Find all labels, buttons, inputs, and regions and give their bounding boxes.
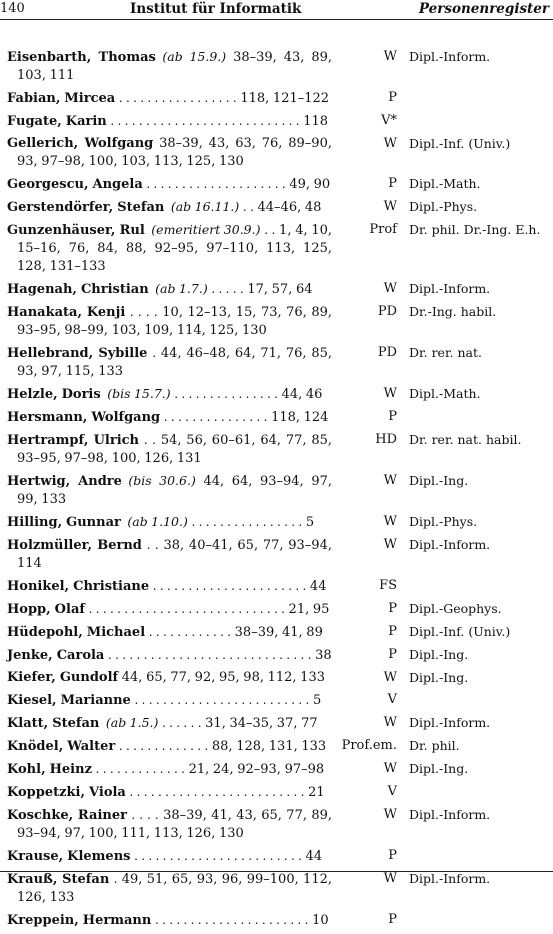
person-name: Eisenbarth, Thomas <box>7 50 156 65</box>
person-name: Gellerich, Wolfgang <box>7 136 154 151</box>
register-entry <box>7 577 553 596</box>
entry-text <box>7 175 332 194</box>
leader-dots: . . . . <box>131 808 159 822</box>
register-entry <box>7 847 553 866</box>
page-references: 1, 4, 10, 15–16, 76, 84, 88, 92–95, 97–110, 113, 125, 128, 131–133 <box>17 223 333 274</box>
leader-dots: . . . . . . . . . . . . . . . . . <box>118 91 237 105</box>
register-entry <box>7 89 553 108</box>
page-references: 21 <box>308 785 325 800</box>
leader-dots: . . . . . . . . . . . . . . . . . . . . . . . . <box>134 849 302 863</box>
register-entry <box>7 303 553 340</box>
academic-degree: Dipl.-Math. <box>409 386 481 401</box>
staff-category: W <box>383 871 397 886</box>
person-name: Koschke, Rainer <box>7 808 127 823</box>
register-entry <box>7 431 553 468</box>
person-name: Hellebrand, Sybille <box>7 346 148 361</box>
academic-degree: Dipl.-Inf. (Univ.) <box>409 136 511 151</box>
entry-text <box>7 135 332 171</box>
page-references: 44–46, 48 <box>257 200 322 215</box>
entry-text <box>7 112 332 131</box>
person-name: Fabian, Mircea <box>7 91 116 106</box>
entry-text <box>7 280 332 299</box>
person-name: Kohl, Heinz <box>7 762 92 777</box>
register-entry <box>7 472 553 509</box>
entry-note: (bis 30.6.) <box>128 473 196 488</box>
staff-category: V* <box>381 113 397 128</box>
academic-degree: Dipl.-Inform. <box>409 537 491 552</box>
staff-category: W <box>383 49 397 64</box>
leader-dots: . . . . . . . . . . . . . . . <box>163 410 268 424</box>
academic-degree: Dipl.-Inform. <box>409 807 491 822</box>
leader-dots: . . . . . . . . . . . . . . . . . . . . . . . . . <box>134 693 310 707</box>
academic-degree: Dr. rer. nat. <box>409 345 482 360</box>
person-name: Hanakata, Kenji <box>7 305 126 320</box>
person-name: Gunzenhäuser, Rul <box>7 223 145 238</box>
entry-text <box>7 303 332 340</box>
person-name: Kiefer, Gundolf <box>7 670 119 685</box>
page-references: 54, 56, 60–61, 64, 77, 85, 93–95, 97–98, 100, 126, 131 <box>17 433 332 466</box>
academic-degree: Dr. phil. Dr.-Ing. E.h. <box>409 222 541 237</box>
staff-category: W <box>383 199 397 214</box>
person-name: Krause, Klemens <box>7 849 131 864</box>
page-number: 140 <box>0 1 25 16</box>
academic-degree: Dipl.-Inform. <box>409 715 491 730</box>
page-references: 118, 124 <box>271 410 329 425</box>
academic-degree: Dipl.-Ing. <box>409 761 469 776</box>
staff-category: P <box>388 176 397 191</box>
register-entry <box>7 48 553 85</box>
entry-note: (bis 15.7.) <box>107 386 171 401</box>
register-entry <box>7 600 553 619</box>
entry-text <box>7 408 332 427</box>
page-references: 44, 46 <box>281 387 323 402</box>
staff-category: W <box>383 514 397 529</box>
entry-text <box>7 646 332 665</box>
entry-text <box>7 847 332 866</box>
staff-category: W <box>383 473 397 488</box>
staff-category: P <box>388 601 397 616</box>
academic-degree: Dipl.-Phys. <box>409 514 478 529</box>
page-references: 31, 34–35, 37, 77 <box>205 716 318 731</box>
staff-category: P <box>388 912 397 927</box>
page-references: 88, 128, 131, 133 <box>211 739 327 754</box>
page-references: 44, 64, 93–94, 97, 99, 133 <box>17 474 332 507</box>
entry-note: (ab 1.7.) <box>155 281 208 296</box>
leader-dots: . . . . . . . . . . . . . . . . . . . . . . <box>152 579 307 593</box>
leader-dots: . . . . . . . . . . . . . . . . . . . . . . . . . <box>129 785 305 799</box>
page-references: 44 <box>305 849 323 864</box>
academic-degree: Dipl.-Phys. <box>409 199 478 214</box>
register-entry <box>7 175 553 194</box>
page-references: 5 <box>313 693 322 708</box>
staff-category: PD <box>377 345 397 360</box>
register-entry <box>7 513 553 532</box>
register-entry <box>7 623 553 642</box>
leader-dots: . <box>113 872 118 886</box>
leader-dots: . . . . . . . . . . . . . . . . . . . . . . . . . . . . . <box>108 648 312 662</box>
register-entry <box>7 221 553 276</box>
entry-text <box>7 385 332 404</box>
register-entry <box>7 536 553 573</box>
leader-dots: . . . . . . . . . . . . . <box>118 739 209 753</box>
entry-text <box>7 89 332 108</box>
register-entry <box>7 198 553 217</box>
leader-dots: . . . . . . . . . . . . <box>148 625 232 639</box>
staff-category: PD <box>377 304 397 319</box>
leader-dots: . . <box>242 200 254 214</box>
entry-note: (ab 15.9.) <box>162 49 227 64</box>
leader-dots: . . . . . . . . . . . . . . . . . . . . . . . . . . . <box>110 114 300 128</box>
page-references: 49, 51, 65, 93, 96, 99–100, 112, 126, 133 <box>17 872 332 905</box>
person-name: Hersmann, Wolfgang <box>7 410 161 425</box>
page-references: 38–39, 43, 63, 76, 89–90, 93, 97–98, 100, 103, 113, 125, 130 <box>17 136 332 169</box>
staff-category: W <box>383 136 397 151</box>
entry-text <box>7 577 332 596</box>
person-name: Kreppein, Hermann <box>7 913 152 928</box>
entry-text <box>7 714 332 733</box>
staff-category: Prof <box>369 222 397 237</box>
page-references: 118 <box>303 114 329 129</box>
page-references: 5 <box>305 515 315 530</box>
register-entry <box>7 691 553 710</box>
staff-category: W <box>383 386 397 401</box>
staff-category: P <box>388 90 397 105</box>
academic-degree: Dipl.-Geophys. <box>409 601 502 616</box>
register-entry <box>7 646 553 665</box>
register-entry <box>7 280 553 299</box>
entry-text <box>7 344 332 381</box>
page-references: 44, 65, 77, 92, 95, 98, 112, 133 <box>121 670 325 685</box>
entry-text <box>7 48 332 85</box>
academic-degree: Dipl.-Inform. <box>409 281 491 296</box>
register-entry <box>7 408 553 427</box>
footer-rule <box>0 871 553 872</box>
staff-category: W <box>383 715 397 730</box>
person-register <box>7 48 553 934</box>
person-name: Koppetzki, Viola <box>7 785 126 800</box>
register-entry <box>7 344 553 381</box>
staff-category: W <box>383 807 397 822</box>
register-entry <box>7 806 553 843</box>
page-references: 17, 57, 64 <box>247 282 313 297</box>
entry-text <box>7 783 332 802</box>
leader-dots: . . . . <box>129 305 158 319</box>
academic-degree: Dr. rer. nat. habil. <box>409 432 522 447</box>
page-references: 38, 40–41, 65, 77, 93–94, 114 <box>17 538 332 571</box>
entry-note: (emeritiert 30.9.) <box>151 222 261 237</box>
person-name: Helzle, Doris <box>7 387 101 402</box>
leader-dots: . . <box>143 433 156 447</box>
leader-dots: . . . . . <box>211 282 244 296</box>
register-entry <box>7 760 553 779</box>
entry-text <box>7 623 332 642</box>
academic-degree: Dipl.-Inf. (Univ.) <box>409 624 511 639</box>
academic-degree: Dipl.-Inform. <box>409 49 491 64</box>
page-references: 21, 24, 92–93, 97–98 <box>188 762 325 777</box>
person-name: Jenke, Carola <box>7 648 105 663</box>
staff-category: W <box>383 537 397 552</box>
page-references: 44 <box>309 579 327 594</box>
running-title: Institut für Informatik <box>130 1 302 17</box>
academic-degree: Dipl.-Ing. <box>409 670 469 685</box>
person-name: Klatt, Stefan <box>7 716 100 731</box>
leader-dots: . . . . . . . . . . . . . . . . . . . . <box>146 177 286 191</box>
person-name: Honikel, Christiane <box>7 579 150 594</box>
page-references: 38–39, 41, 89 <box>234 625 323 640</box>
entry-text <box>7 431 332 468</box>
person-name: Krauß, Stefan <box>7 872 110 887</box>
entry-text <box>7 691 332 710</box>
person-name: Hagenah, Christian <box>7 282 149 297</box>
entry-text <box>7 536 332 573</box>
page-references: 44, 46–48, 64, 71, 76, 85, 93, 97, 115, 133 <box>17 346 333 379</box>
staff-category: FS <box>379 578 397 593</box>
staff-category: P <box>388 624 397 639</box>
person-name: Hilling, Gunnar <box>7 515 121 530</box>
entry-text <box>7 760 332 779</box>
staff-category: Prof.em. <box>341 738 397 753</box>
leader-dots: . . . . . . . . . . . . . . . . . . . . . . . . . . . . <box>88 602 285 616</box>
register-entry <box>7 783 553 802</box>
staff-category: P <box>388 848 397 863</box>
register-entry <box>7 385 553 404</box>
person-name: Holzmüller, Bernd <box>7 538 142 553</box>
staff-category: W <box>383 761 397 776</box>
staff-category: W <box>383 281 397 296</box>
academic-degree: Dipl.-Math. <box>409 176 481 191</box>
entry-note: (ab 1.5.) <box>105 715 159 730</box>
staff-category: P <box>388 409 397 424</box>
register-entry <box>7 135 553 171</box>
header-rule <box>0 19 553 20</box>
page-references: 49, 90 <box>289 177 331 192</box>
leader-dots: . . . . . . <box>162 716 202 730</box>
entry-note: (ab 1.10.) <box>127 514 188 529</box>
leader-dots: . . . . . . . . . . . . . . . . <box>191 515 303 529</box>
page-references: 10 <box>312 913 329 928</box>
register-entry <box>7 737 553 756</box>
person-name: Hüdepohl, Michael <box>7 625 146 640</box>
page-references: 38–39, 43, 89, 103, 111 <box>17 50 332 83</box>
entry-text <box>7 911 332 930</box>
entry-note: (ab 16.11.) <box>170 199 240 214</box>
academic-degree: Dipl.-Inform. <box>409 871 491 886</box>
person-name: Fugate, Karin <box>7 114 107 129</box>
entry-text <box>7 806 332 843</box>
person-name: Knödel, Walter <box>7 739 116 754</box>
person-name: Hertwig, Andre <box>7 474 122 489</box>
staff-category: W <box>383 670 397 685</box>
academic-degree: Dipl.-Ing. <box>409 473 469 488</box>
academic-degree: Dr. phil. <box>409 738 460 753</box>
entry-text <box>7 669 332 687</box>
leader-dots: . . <box>146 538 159 552</box>
person-name: Kiesel, Marianne <box>7 693 131 708</box>
staff-category: V <box>387 692 397 707</box>
entry-text <box>7 600 332 619</box>
leader-dots: . . . . . . . . . . . . . <box>95 762 185 776</box>
page-references: 21, 95 <box>288 602 330 617</box>
register-entry <box>7 714 553 733</box>
person-name: Gerstendörfer, Stefan <box>7 200 165 215</box>
leader-dots: . . <box>264 223 276 237</box>
register-entry <box>7 911 553 930</box>
entry-text <box>7 513 332 532</box>
page-references: 10, 12–13, 15, 73, 76, 89, 93–95, 98–99, 103, 109, 114, 125, 130 <box>17 305 333 338</box>
leader-dots: . <box>152 346 157 360</box>
academic-degree: Dipl.-Ing. <box>409 647 469 662</box>
person-name: Hertrampf, Ulrich <box>7 433 140 448</box>
page-references: 118, 121–122 <box>240 91 330 106</box>
page-references: 38–39, 41, 43, 65, 77, 89, 93–94, 97, 100, 111, 113, 126, 130 <box>17 808 333 841</box>
page-header <box>0 0 553 18</box>
staff-category: P <box>388 647 397 662</box>
entry-text <box>7 198 332 217</box>
section-title: Personenregister <box>418 1 549 17</box>
person-name: Georgescu, Angela <box>7 177 143 192</box>
person-name: Hopp, Olaf <box>7 602 85 617</box>
page-references: 38 <box>315 648 332 663</box>
staff-category: V <box>387 784 397 799</box>
entry-text <box>7 472 332 509</box>
leader-dots: . . . . . . . . . . . . . . . . . . . . . . <box>154 913 309 927</box>
academic-degree: Dr.-Ing. habil. <box>409 304 497 319</box>
register-entry <box>7 669 553 687</box>
leader-dots: . . . . . . . . . . . . . . . <box>174 387 278 401</box>
register-entry <box>7 112 553 131</box>
staff-category: HD <box>375 432 397 447</box>
entry-text <box>7 221 332 276</box>
entry-text <box>7 737 332 756</box>
